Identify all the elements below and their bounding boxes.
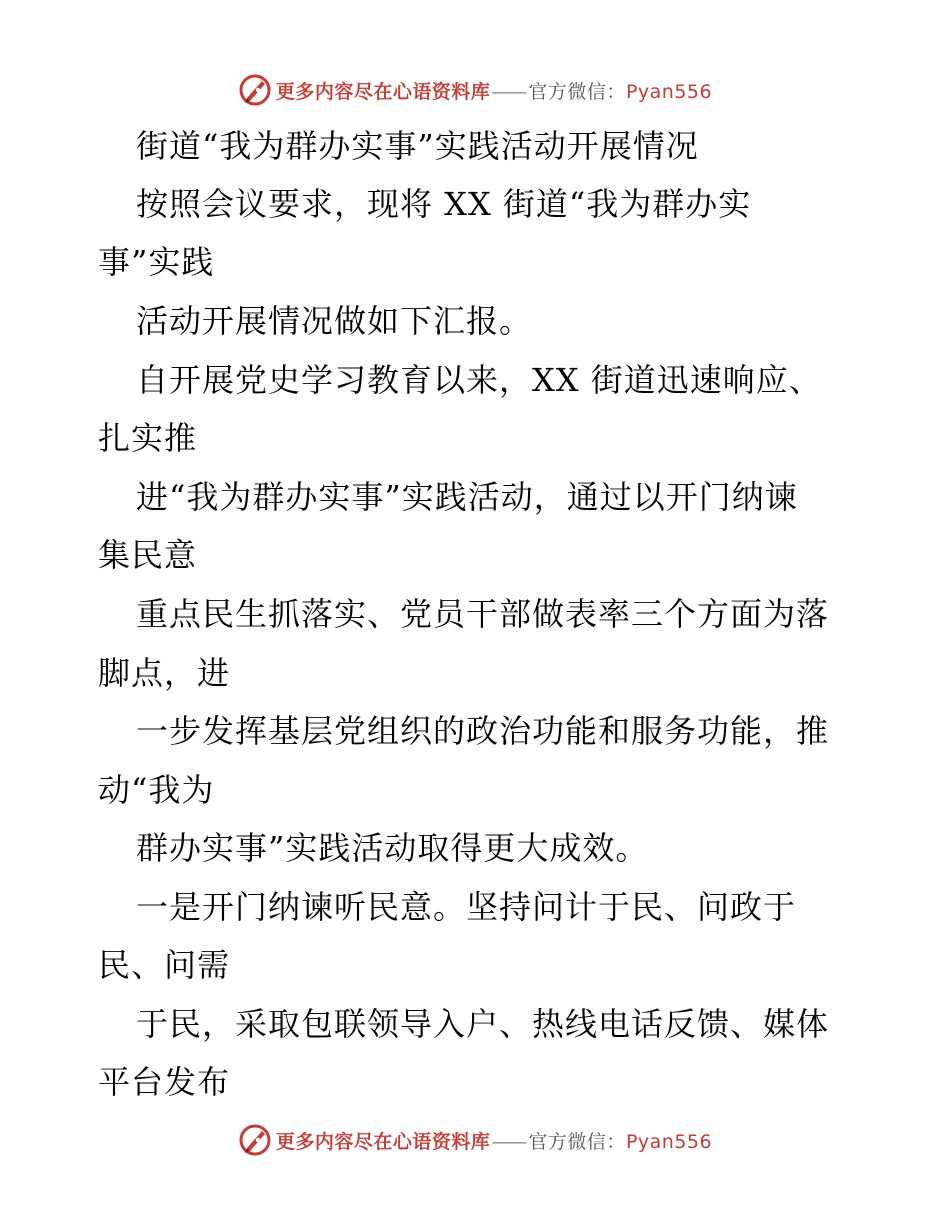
body-line: 脚点，进 [98, 654, 231, 692]
banner-text [276, 77, 712, 104]
pen-logo-icon [238, 1123, 272, 1157]
body-line: 按照会议要求，现将 XX 街道“我为群办实 [136, 185, 752, 223]
body-line: 集民意 [98, 536, 198, 574]
banner-text [276, 1127, 712, 1154]
banner-wechat-id: Pyan556 [625, 1130, 713, 1153]
body-line: 于民，采取包联领导入户、热线电话反馈、媒体 [136, 1005, 830, 1043]
banner-wechat-id: Pyan556 [625, 80, 713, 103]
body-line: 自开展党史学习教育以来，XX 街道迅速响应、 [136, 361, 822, 399]
body-line: 一步发挥基层党组织的政治功能和服务功能，推 [136, 712, 830, 750]
banner-dash: —— [491, 1130, 526, 1153]
body-line: 街道“我为群办实事”实践活动开展情况 [136, 127, 699, 165]
footer-banner [0, 1120, 950, 1160]
body-line: 一是开门纳谏听民意。坚持问计于民、问政于 [136, 888, 797, 926]
body-line: 事”实践 [98, 243, 215, 281]
banner-dash: —— [491, 80, 526, 103]
body-line: 民、问需 [98, 946, 231, 984]
body-line: 重点民生抓落实、党员干部做表率三个方面为落 [136, 595, 830, 633]
banner-main-text: 更多内容尽在心语资料库 [275, 80, 491, 103]
pen-logo-icon [238, 73, 272, 107]
body-line: 平台发布 [98, 1063, 231, 1101]
body-line: 群办实事”实践活动取得更大成效。 [136, 829, 649, 867]
body-line: 扎实推 [98, 419, 198, 457]
header-banner [0, 70, 950, 110]
banner-wechat-label: 官方微信： [528, 80, 626, 103]
body-line: 动“我为 [98, 771, 215, 809]
body-line: 活动开展情况做如下汇报。 [136, 302, 533, 340]
banner-wechat-label: 官方微信： [528, 1130, 626, 1153]
banner-main-text: 更多内容尽在心语资料库 [275, 1130, 491, 1153]
body-line: 进“我为群办实事”实践活动，通过以开门纳谏 [136, 478, 798, 516]
